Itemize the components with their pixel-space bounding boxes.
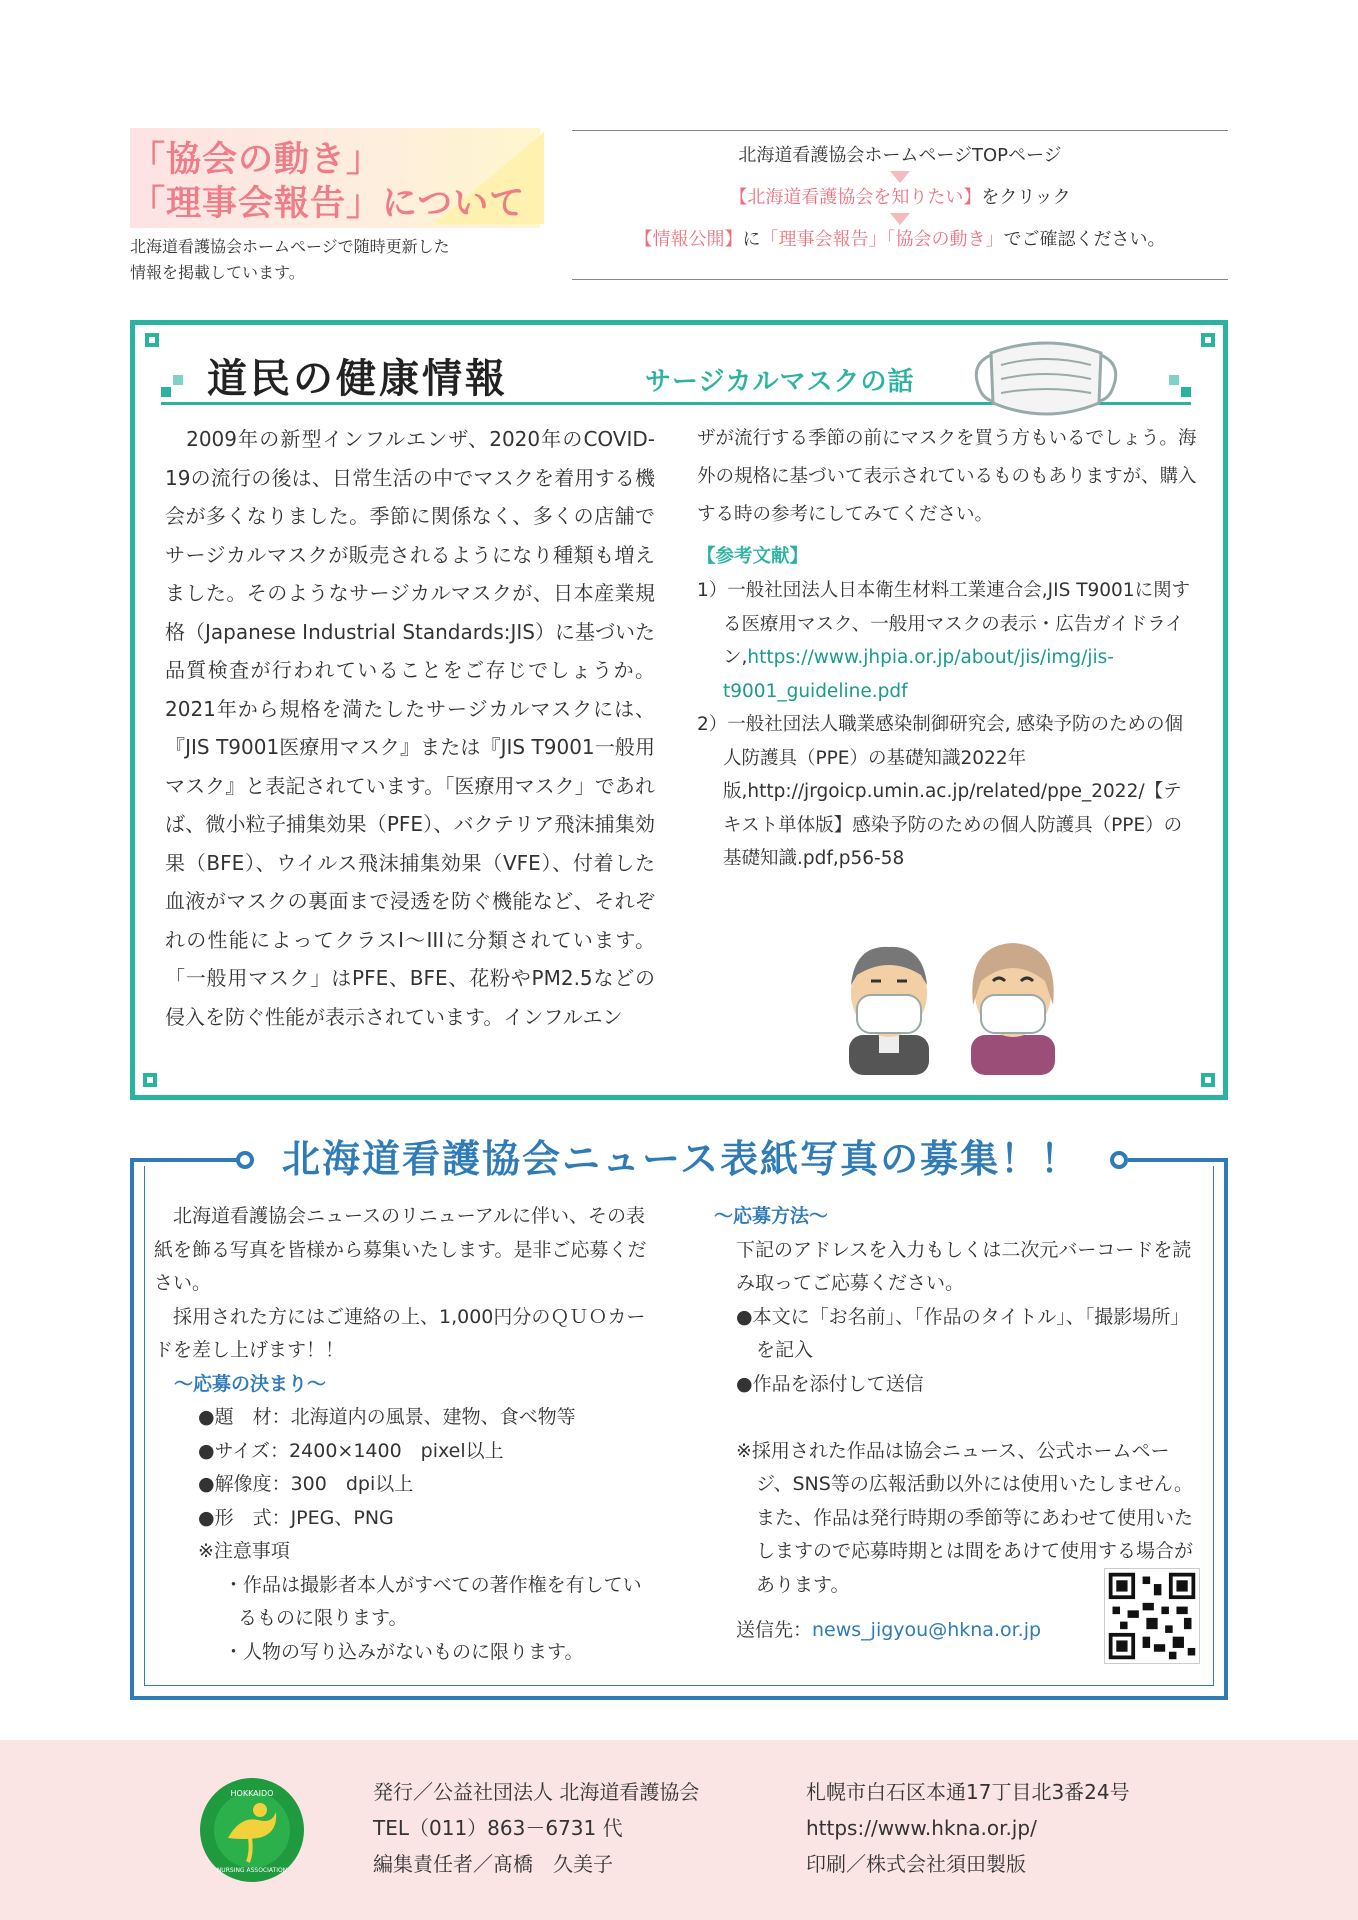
footer-editor: 編集責任者／髙橋 久美子 — [373, 1852, 613, 1876]
corner-decoration — [1201, 333, 1215, 347]
square-decoration — [173, 375, 183, 385]
masked-people-illustration — [835, 915, 1075, 1075]
rule-resolution: ●解像度：300 dpi以上 — [198, 1473, 414, 1495]
footer-contact-info — [806, 1774, 1130, 1882]
arrow-down-icon — [890, 171, 910, 183]
method-step-2: ●作品を添付して送信 — [736, 1372, 924, 1395]
footer-tel: TEL（011）863－6731 代 — [373, 1816, 623, 1840]
square-decoration — [1169, 375, 1179, 385]
references-title: 【参考文献】 — [697, 546, 809, 567]
step-2-highlight: 【北海道看護協会を知りたい】 — [729, 187, 982, 208]
health-info-section — [130, 320, 1228, 1100]
step-3-highlight-2: 「理事会報告」「協会の動き」 — [760, 229, 1004, 250]
association-activities-banner — [130, 128, 540, 286]
rule-subject: ●題 材：北海道内の風景、建物、食べ物等 — [198, 1406, 576, 1428]
send-to-label: 送信先： — [736, 1619, 813, 1641]
rule-format: ●形 式：JPEG、PNG — [198, 1506, 394, 1529]
square-decoration — [1181, 387, 1191, 397]
frame-top-right — [1128, 1158, 1228, 1162]
health-body-right-text: ザが流行する季節の前にマスクを買う方もいるでしょう。海外の規格に基づいて表示されているものもありますが、購入する時の参考にしてみてください。 — [697, 428, 1197, 525]
step-2-rest: をクリック — [981, 187, 1071, 208]
banner-note — [130, 234, 540, 286]
logo-text-top: HOKKAIDO — [230, 1789, 274, 1798]
method-step-1: ●本文に「お名前」、「作品のタイトル」、「撮影場所」を記入 — [736, 1305, 1190, 1361]
square-decoration — [161, 387, 171, 397]
arrow-down-icon — [890, 213, 910, 225]
recruit-intro-2: 採用された方にはご連絡の上、1,000円分のＱＵＯカードを差し上げます！！ — [154, 1305, 646, 1361]
footer-publisher: 発行／公益社団法人 北海道看護協会 — [373, 1780, 700, 1804]
recruit-intro-1: 北海道看護協会ニュースのリニューアルに伴い、その表紙を飾る写真を皆様から募集いたします。是非ご応募ください。 — [154, 1205, 647, 1294]
health-body-right — [697, 420, 1197, 876]
corner-decoration — [143, 1073, 157, 1087]
step-2 — [572, 183, 1228, 213]
step-3-rest: でご確認ください。 — [1003, 229, 1166, 250]
footer-printer: 印刷／株式会社須田製版 — [806, 1852, 1026, 1876]
step-3-mid: に — [742, 229, 761, 250]
banner-note-line2: 情報を掲載しています。 — [130, 263, 305, 282]
logo-text-bottom: NURSING ASSOCIATION — [216, 1867, 288, 1874]
method-text: 下記のアドレスを入力もしくは二次元バーコードを読み取ってご応募ください。 — [736, 1238, 1192, 1294]
note-no-people: ・人物の写り込みがないものに限ります。 — [224, 1640, 584, 1663]
health-header — [161, 343, 1191, 413]
rules-heading: ～応募の決まり～ — [174, 1372, 327, 1395]
reference-1 — [697, 574, 1197, 708]
footer-address: 札幌市白石区本通17丁目北3番24号 — [806, 1780, 1130, 1804]
send-to-email[interactable]: news_jigyou@hkna.or.jp — [812, 1619, 1042, 1641]
step-1: 北海道看護協会ホームページTOPページ — [738, 145, 1062, 166]
circle-decoration — [236, 1151, 254, 1169]
notes-heading: ※注意事項 — [198, 1540, 290, 1562]
hokkaido-nursing-association-logo — [198, 1776, 306, 1884]
footer-website[interactable]: https://www.hkna.or.jp/ — [806, 1816, 1037, 1840]
recruit-title: 北海道看護協会ニュース表紙写真の募集！！ — [282, 1137, 1081, 1181]
banner-title-line2: 「理事会報告」について — [130, 184, 526, 224]
banner-title-line1: 「協会の動き」 — [130, 140, 383, 180]
corner-decoration — [145, 333, 159, 347]
surgical-mask-icon — [971, 333, 1121, 423]
footer — [0, 1740, 1358, 1920]
frame-top-left — [130, 1158, 238, 1162]
step-3 — [572, 225, 1228, 255]
navigation-steps — [572, 130, 1228, 280]
note-copyright: ・作品は撮影者本人がすべての著作権を有しているものに限ります。 — [224, 1573, 642, 1629]
health-body-left: 2009年の新型インフルエンザ、2020年のCOVID-19の流行の後は、日常生活の中でマスクを着用する機会が多くなりました。季節に関係なく、多くの店舗でサージカルマスクが販売されるようになり種類も増えました。そのようなサージカルマスクが、日本産業規格（Japanese Industrial Standards:JIS）に基づいた品質検査が行われていることをご存じでしょうか。2021年から規格を満たしたサージカルマスクには、『JIS T9001医療用マスク』または『JIS T9001一般用マスク』と表記されています。「医療用マスク」であれば、微小粒子捕集効果（PFE）、バクテリア飛沫捕集効果（BFE）、ウイルス飛沫捕集効果（VFE）、付着した血液がマスクの裏面まで浸透を防ぐ機能など、それぞれの性能によってクラスI～IIIに分類されています。「一般用マスク」はPFE、BFE、花粉やPM2.5などの侵入を防ぐ性能が表示されています。インフルエン — [165, 427, 655, 1029]
qr-code[interactable] — [1104, 1568, 1200, 1664]
rule-size: ●サイズ：2400×1400 pixel以上 — [198, 1439, 504, 1462]
reference-1-text: 1）一般社団法人日本衛生材料工業連合会,JIS T9001に関する医療用マスク、一般用マスクの表示・広告ガイドライン, — [697, 580, 1191, 668]
step-3-highlight-1: 【情報公開】 — [634, 229, 743, 250]
cover-photo-recruitment-section — [130, 1137, 1228, 1700]
health-title: 道民の健康情報 — [207, 356, 508, 402]
reference-1-link[interactable]: https://www.jhpia.or.jp/about/jis/img/jis-t9001_guideline.pdf — [723, 647, 1114, 702]
circle-decoration — [1110, 1151, 1128, 1169]
banner-graphic — [130, 128, 540, 228]
method-heading: ～応募方法～ — [714, 1205, 829, 1227]
reference-2: 2）一般社団法人職業感染制御研究会, 感染予防のための個人防護具（PPE）の基礎知識2022年版,http://jrgoicp.umin.ac.jp/related/ppe_2022/【テキスト単体版】感染予防のための個人防護具（PPE）の基礎知識.pdf,p56-58 — [697, 714, 1184, 869]
recruit-left-column — [154, 1200, 654, 1669]
usage-note: ※採用された作品は協会ニュース、公式ホームページ、SNS等の広報活動以外には使用いたしません。また、作品は発行時期の季節等にあわせて使用いたしますので応募時期とは間をあけて使用する場合があります。 — [736, 1439, 1194, 1596]
health-subtitle: サージカルマスクの話 — [645, 367, 915, 397]
banner-note-line1: 北海道看護協会ホームページで随時更新した — [130, 237, 450, 256]
corner-decoration — [1201, 1073, 1215, 1087]
footer-publisher-info — [373, 1774, 699, 1882]
